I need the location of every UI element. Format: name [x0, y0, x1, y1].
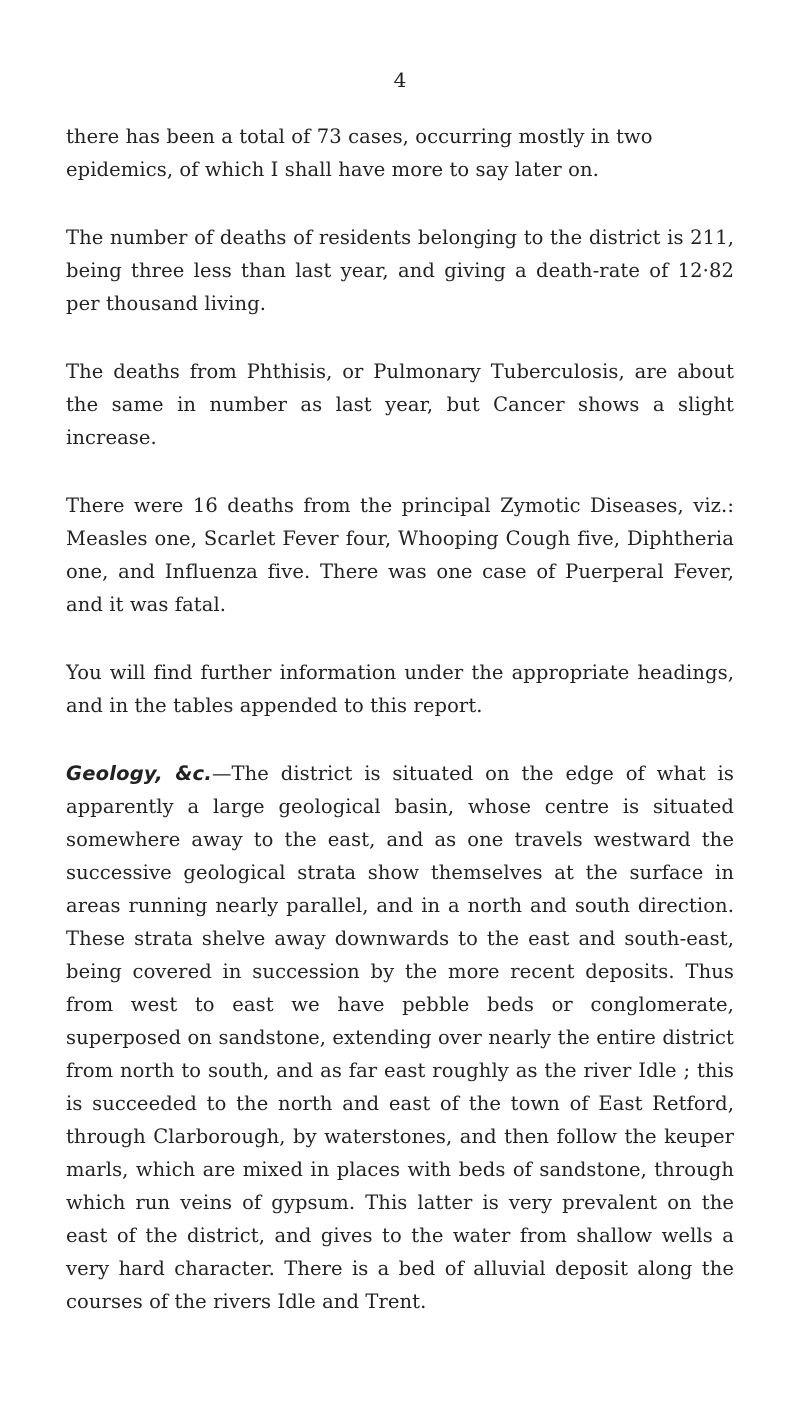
- paragraph-zymotic: There were 16 deaths from the principal Zymotic Diseases, viz.: Measles one, Scarlet Fever four, Whooping Cough five, Diphtheria one, and Influenza five. There was one case of Puerperal Fever, and it was fatal.: [66, 494, 734, 616]
- paragraph-epidemics: there has been a total of 73 cases, occurring mostly in two epidemics, of which I shall have more to say later on.: [66, 125, 653, 181]
- page-number: 4: [393, 68, 407, 92]
- geology-heading: Geology, &c.: [66, 762, 212, 785]
- paragraph-geology: [66, 757, 734, 1318]
- paragraph-further-info: You will find further information under the appropriate headings, and in the tables appended to this report.: [66, 661, 734, 717]
- paragraph-phthisis: The deaths from Phthisis, or Pulmonary Tuberculosis, are about the same in number as last year, but Cancer shows a slight increase.: [66, 360, 734, 449]
- paragraph-deaths: The number of deaths of residents belonging to the district is 211, being three less than last year, and giving a death-rate of 12·82 per thousand living.: [66, 226, 734, 315]
- geology-text: —The district is situated on the edge of what is apparently a large geological basin, whose centre is situated somewhere away to the east, and as one travels westward the successive geological strata show themselves at the surface in areas running nearly parallel, and in a north and south direction. These strata shelve away downwards to the east and south-east, being covered in succession by the more recent deposits. Thus from west to east we have pebble beds or conglomerate, superposed on sandstone, extending over nearly the entire district from north to south, and as far east roughly as the river Idle ; this is succeeded to the north and east of the town of East Retford, through Clarborough, by waterstones, and then follow the keuper marls, which are mixed in places with beds of sandstone, through which run veins of gypsum. This latter is very prevalent on the east of the district, and gives to the water from shallow wells a very hard character. There is a bed of alluvial deposit along the courses of the rivers Idle and Trent.: [66, 762, 734, 1313]
